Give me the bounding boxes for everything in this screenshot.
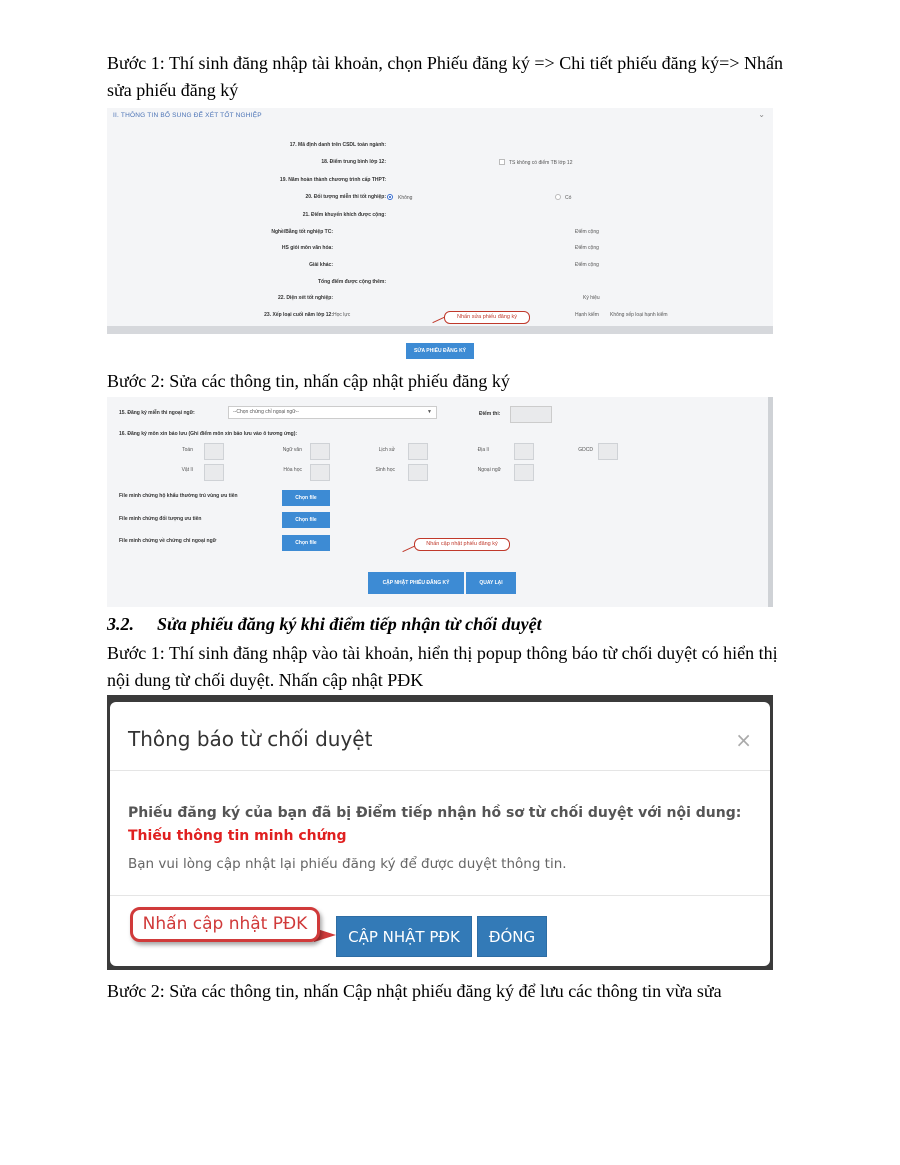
choose-file-button-1[interactable]: Chọn file bbox=[282, 490, 330, 506]
scroll-edge bbox=[768, 397, 773, 607]
label-graduation-year: 19. Năm hoàn thành chương trình cấp THPT: bbox=[279, 177, 386, 183]
subject-input-math[interactable] bbox=[204, 443, 224, 460]
radio-no-label: Không bbox=[398, 195, 413, 201]
panel-header: II. THÔNG TIN BỔ SUNG ĐỂ XÉT TỐT NGHIỆP bbox=[113, 112, 262, 119]
subject-label-math: Toán bbox=[182, 447, 193, 453]
label-file-priority: File minh chứng đối tượng ưu tiên bbox=[119, 516, 202, 522]
subject-label-literature: Ngữ văn bbox=[282, 447, 302, 453]
section-heading bbox=[107, 614, 542, 635]
screenshot-rejection-modal bbox=[107, 695, 773, 970]
radio-yes-label: Có bbox=[565, 195, 572, 201]
back-button[interactable]: QUAY LẠI bbox=[466, 572, 516, 594]
step1-line2: sửa phiếu đăng ký bbox=[107, 80, 239, 100]
edit-callout: Nhấn sửa phiếu đăng ký bbox=[444, 311, 530, 324]
info-panel bbox=[107, 108, 773, 333]
modal-header-divider bbox=[110, 770, 770, 771]
certificate-select[interactable] bbox=[228, 406, 437, 419]
subject-label-history: Lịch sử bbox=[378, 447, 395, 453]
subject-label-chemistry: Hóa học bbox=[283, 467, 302, 473]
subject-label-foreign-language: Ngoại ngữ bbox=[477, 467, 501, 473]
label-foreign-language-exempt: 15. Đăng ký miễn thi ngoại ngữ: bbox=[119, 410, 195, 416]
conduct-value: Không xếp loại hạnh kiểm bbox=[610, 312, 668, 318]
radio-no[interactable] bbox=[387, 194, 393, 200]
conduct-label: Hạnh kiểm bbox=[575, 312, 599, 318]
label-final-ranking: 23. Xếp loại cuối năm lớp 12: bbox=[264, 312, 333, 318]
step2b-line: Bước 2: Sửa các thông tin, nhấn Cập nhật phiếu đăng ký để lưu các thông tin vừa sửa bbox=[107, 981, 722, 1001]
bonus-label-1: Điểm cộng bbox=[575, 229, 599, 235]
update-callout: Nhấn cập nhật phiếu đăng ký bbox=[414, 538, 510, 551]
subject-input-physics[interactable] bbox=[204, 464, 224, 481]
modal-title: Thông báo từ chối duyệt bbox=[128, 727, 373, 751]
label-exam-exempt: 20. Đối tượng miễn thi tốt nghiệp: bbox=[305, 194, 386, 200]
label-total-bonus: Tổng điểm được cộng thêm: bbox=[317, 279, 386, 285]
label-reserved-subjects: 16. Đăng ký môn xin bảo lưu (Ghi điểm môn xin bảo lưu vào ô tương ứng): bbox=[119, 431, 298, 437]
close-button[interactable]: ĐÓNG bbox=[477, 916, 547, 957]
subject-input-foreign-language[interactable] bbox=[514, 464, 534, 481]
label-exam-score: Điểm thi: bbox=[479, 411, 501, 417]
choose-file-button-3[interactable]: Chọn file bbox=[282, 535, 330, 551]
bonus-label-3: Điểm cộng bbox=[575, 262, 599, 268]
subject-input-history[interactable] bbox=[408, 443, 428, 460]
update-registration-button[interactable]: CẬP NHẬT PHIẾU ĐĂNG KÝ bbox=[368, 572, 464, 594]
update-instruction: Bạn vui lòng cập nhật lại phiếu đăng ký để được duyệt thông tin. bbox=[128, 856, 567, 872]
label-student-id: 17. Mã định danh trên CSDL toàn ngành: bbox=[289, 142, 386, 148]
close-icon[interactable]: × bbox=[735, 728, 752, 752]
symbol-label: Ký hiệu bbox=[583, 295, 600, 301]
label-excellent-student: HS giỏi môn văn hóa: bbox=[281, 245, 333, 251]
update-pdk-callout: Nhấn cập nhật PĐK bbox=[130, 907, 320, 942]
rejection-reason: Thiếu thông tin minh chứng bbox=[128, 828, 347, 844]
label-other-awards: Giải khác: bbox=[309, 262, 333, 268]
choose-file-button-2[interactable]: Chọn file bbox=[282, 512, 330, 528]
modal-footer-divider bbox=[110, 895, 770, 896]
subject-input-literature[interactable] bbox=[310, 443, 330, 460]
edit-registration-button[interactable]: SỬA PHIẾU ĐĂNG KÝ bbox=[406, 343, 474, 359]
section-title: Sửa phiếu đăng ký khi điểm tiếp nhận từ chối duyệt bbox=[157, 614, 542, 634]
screenshot-additional-info-form bbox=[107, 108, 773, 360]
certificate-select-value: --Chọn chứng chỉ ngoại ngữ-- bbox=[233, 409, 299, 415]
subject-label-physics: Vật lí bbox=[181, 467, 193, 473]
chevron-down-icon: ▼ bbox=[427, 409, 432, 415]
academic-label: Học lực bbox=[333, 312, 351, 318]
no-score-checkbox[interactable] bbox=[499, 159, 505, 165]
subject-label-civics: GDCD bbox=[578, 447, 593, 453]
step1b-line2: nội dung từ chối duyệt. Nhấn cập nhật PĐK bbox=[107, 670, 424, 690]
step1b-line1: Bước 1: Thí sinh đăng nhập vào tài khoản, hiển thị popup thông báo từ chối duyệt có hiển thị bbox=[107, 643, 778, 663]
label-file-residence: File minh chứng hộ khẩu thường trú vùng ưu tiên bbox=[119, 493, 238, 499]
subject-input-geography[interactable] bbox=[514, 443, 534, 460]
label-bonus-points: 21. Điểm khuyến khích được cộng: bbox=[302, 212, 386, 218]
exam-score-input[interactable] bbox=[510, 406, 552, 423]
subject-label-geography: Địa lí bbox=[477, 447, 489, 453]
subject-input-civics[interactable] bbox=[598, 443, 618, 460]
subject-label-biology: Sinh học bbox=[375, 467, 395, 473]
step1-line1: Bước 1: Thí sinh đăng nhập tài khoản, chọn Phiếu đăng ký => Chi tiết phiếu đăng ký=> Nhấn bbox=[107, 53, 783, 73]
step1b-paragraph bbox=[107, 640, 827, 694]
subject-input-chemistry[interactable] bbox=[310, 464, 330, 481]
screenshot-edit-form bbox=[107, 397, 773, 607]
label-file-language-cert: File minh chứng về chứng chỉ ngoại ngữ bbox=[119, 538, 217, 544]
radio-yes[interactable] bbox=[555, 194, 561, 200]
label-avg-score: 18. Điểm trung bình lớp 12: bbox=[321, 159, 386, 165]
subject-input-biology[interactable] bbox=[408, 464, 428, 481]
no-score-label: TS không có điểm TB lớp 12 bbox=[509, 160, 573, 166]
update-pdk-button[interactable]: CẬP NHẬT PĐK bbox=[336, 916, 472, 957]
collapse-chevron-icon[interactable]: ⌄ bbox=[758, 110, 765, 119]
label-graduation-type: 22. Diện xét tốt nghiệp: bbox=[277, 295, 333, 301]
bonus-label-2: Điểm cộng bbox=[575, 245, 599, 251]
rejection-modal bbox=[110, 702, 770, 966]
step2-line: Bước 2: Sửa các thông tin, nhấn cập nhật phiếu đăng ký bbox=[107, 371, 510, 391]
label-vocational: Nghề/Bằng tốt nghiệp TC: bbox=[271, 229, 333, 235]
step1-paragraph bbox=[107, 50, 827, 104]
section-number: 3.2. bbox=[107, 614, 134, 634]
rejection-message: Phiếu đăng ký của bạn đã bị Điểm tiếp nhận hồ sơ từ chối duyệt với nội dung: bbox=[128, 805, 742, 821]
panel-footer-bar bbox=[107, 326, 773, 334]
